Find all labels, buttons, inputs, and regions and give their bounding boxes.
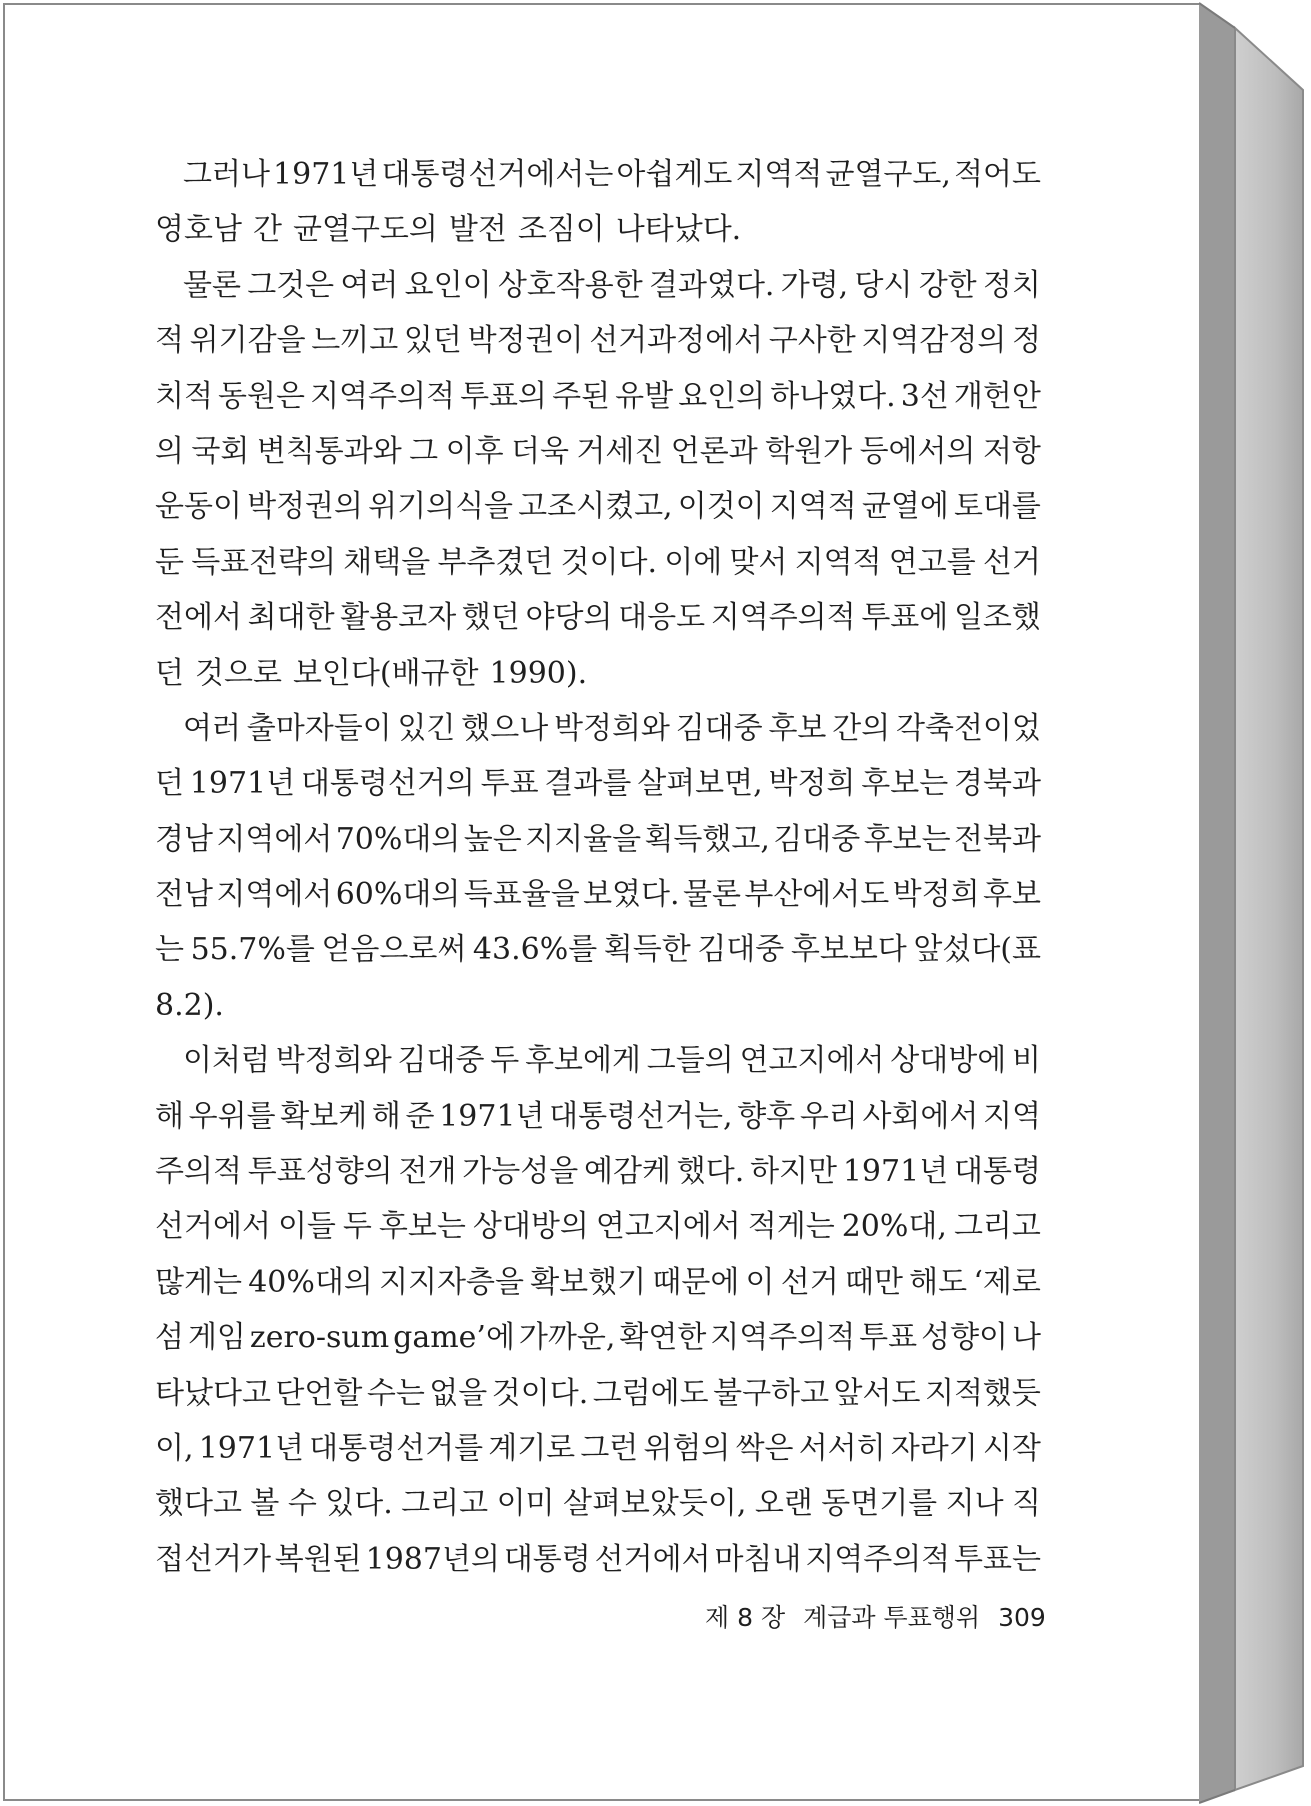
word: 요인의 xyxy=(678,378,766,414)
word: 선거에서 xyxy=(594,1541,711,1577)
word: 했다고 xyxy=(155,1486,242,1522)
word: 조짐이 xyxy=(517,212,605,248)
word: 했다. xyxy=(676,1154,745,1190)
text-line xyxy=(155,1310,1041,1365)
word: 이 xyxy=(745,1264,775,1300)
word: 토대를 xyxy=(953,489,1041,525)
word: 그것은 xyxy=(247,267,335,303)
word: 투표성향의 xyxy=(247,1154,393,1190)
word: 예감케 xyxy=(584,1154,671,1190)
word: 성향이 xyxy=(921,1320,1009,1356)
word: 박정권이 xyxy=(467,323,584,359)
word: 그러나 xyxy=(183,157,270,192)
word: 당시 xyxy=(854,267,913,303)
word: 직 xyxy=(1012,1486,1041,1522)
text-line xyxy=(155,1366,1041,1421)
word: 앞섰다(표 xyxy=(913,932,1041,968)
word: 둔 xyxy=(155,544,184,580)
word: 이미 xyxy=(496,1486,555,1522)
word: 김대중 xyxy=(773,821,861,857)
word: 득표율을 xyxy=(463,877,580,913)
word: 김대중 xyxy=(397,1043,485,1079)
word: 최대한 xyxy=(247,600,335,636)
word: 선거 xyxy=(780,1264,839,1300)
word: 이, xyxy=(155,1430,194,1466)
text-line xyxy=(155,701,1041,756)
word: 지역적 xyxy=(769,489,857,525)
word: 후보 xyxy=(768,710,827,746)
word: 지역주의적 xyxy=(710,600,856,636)
word: 1990). xyxy=(489,655,588,691)
word: 두 xyxy=(490,1043,520,1079)
word: 대통령선거에서는 xyxy=(381,157,614,192)
text-line xyxy=(155,1199,1041,1254)
word: 보인다(배규한 xyxy=(292,655,479,691)
word: 대통령 xyxy=(503,1541,591,1577)
word: 언론과 xyxy=(670,433,758,469)
word: 위기감을 xyxy=(189,323,306,359)
word: 70%대의 xyxy=(335,821,461,857)
word: 일조했 xyxy=(953,600,1041,636)
word: 박정희 xyxy=(892,877,980,913)
word: 때문에 xyxy=(652,1264,740,1300)
word: 게임 xyxy=(187,1320,246,1356)
word: 야당의 xyxy=(525,600,613,636)
word: 물론 xyxy=(183,267,241,303)
word: 지역에서 xyxy=(216,821,333,857)
word: 투표 xyxy=(480,766,539,802)
word: 박정권의 xyxy=(247,489,363,525)
book-edge xyxy=(1199,0,1307,1806)
word: 이에 xyxy=(664,544,723,580)
word: 출마자들이 xyxy=(246,710,392,746)
word: 후보는 xyxy=(378,1209,466,1245)
word: 하지만 xyxy=(750,1154,838,1190)
word: 1987년의 xyxy=(365,1541,500,1577)
word: 8.2). xyxy=(155,987,224,1023)
word: 확보했기 xyxy=(530,1264,647,1300)
word: 수는 xyxy=(366,1375,425,1411)
word: 정치 xyxy=(982,267,1041,303)
word: 균열구도, xyxy=(825,157,951,192)
text-line xyxy=(155,369,1041,424)
word: 지역적 xyxy=(735,157,823,192)
word: 부산에서도 xyxy=(744,877,890,913)
word: 지역주의적 xyxy=(710,1320,856,1356)
word: 복원된 xyxy=(274,1541,362,1577)
word: 강한 xyxy=(918,267,977,303)
word: 주된 xyxy=(552,378,611,414)
body-text xyxy=(155,147,1041,1587)
word: 전개 xyxy=(398,1154,457,1190)
word: 3선 xyxy=(900,378,949,414)
word: 확보케 xyxy=(280,1098,368,1134)
text-line xyxy=(155,1144,1041,1199)
word: 단언할 xyxy=(275,1375,363,1411)
word: 던 xyxy=(155,766,184,802)
word: 박정희와 xyxy=(553,710,670,746)
word: 것이다. xyxy=(491,1375,589,1411)
word: 전에서 xyxy=(155,600,242,636)
word: 더욱 xyxy=(511,433,569,469)
word: 1971년 xyxy=(842,1154,949,1190)
word: 지지율을 xyxy=(525,821,642,857)
word: 많게는 xyxy=(155,1264,242,1300)
word: 해 xyxy=(155,1098,184,1134)
word: 활용코자 xyxy=(340,600,457,636)
word: 는 xyxy=(155,932,184,968)
word: 지지자층을 xyxy=(379,1264,524,1300)
word: 싹은 xyxy=(735,1430,794,1466)
word: 후보보다 xyxy=(790,932,907,968)
word: 때만 xyxy=(844,1264,903,1300)
word: 대통령선거의 xyxy=(300,766,475,802)
word: 위험의 xyxy=(643,1430,731,1466)
text-line xyxy=(155,590,1041,645)
word: 지역적 xyxy=(794,544,882,580)
word: 해도 xyxy=(909,1264,968,1300)
word: 후보는 xyxy=(861,766,949,802)
word: 지역감정의 xyxy=(861,323,1007,359)
word: 얻음으로써 xyxy=(321,932,467,968)
word: 변칙통과와 xyxy=(256,433,402,469)
word: 대통령 xyxy=(953,1154,1041,1190)
word: zero-sum xyxy=(249,1320,390,1356)
text-line xyxy=(155,922,1041,977)
word: 운동이 xyxy=(155,489,242,525)
word: 마침내 xyxy=(714,1541,802,1577)
word: 있다. xyxy=(325,1486,393,1522)
text-line xyxy=(155,258,1041,313)
word: 획득했고, xyxy=(644,821,770,857)
word: 고조시켰고, xyxy=(518,489,673,525)
page-number: 309 xyxy=(998,1603,1046,1632)
word: 오랜 xyxy=(754,1486,813,1522)
word: 확연한 xyxy=(619,1320,707,1356)
footer-chapter: 제 8 장 xyxy=(705,1603,786,1632)
word: 것으로 xyxy=(194,655,282,691)
word: 있던 xyxy=(403,323,462,359)
word: 의 xyxy=(155,433,184,469)
word: 느끼고 xyxy=(311,323,399,359)
word: 43.6%를 xyxy=(472,932,598,968)
text-line xyxy=(155,147,1041,202)
word: 살펴보면, xyxy=(637,766,763,802)
word: 불구하고 xyxy=(713,1375,830,1411)
word: 간의 xyxy=(832,710,891,746)
word: 40%대의 xyxy=(248,1264,373,1300)
word: 주의적 xyxy=(155,1154,242,1190)
word: 선거 xyxy=(982,544,1041,580)
word: 치적 xyxy=(155,378,213,414)
word: 획득한 xyxy=(603,932,691,968)
word: 높은 xyxy=(463,821,522,857)
word: 연고를 xyxy=(888,544,976,580)
word: 정 xyxy=(1012,323,1041,359)
word: 채택을 xyxy=(343,544,431,580)
word: 있긴 xyxy=(397,710,456,746)
word: 타났다고 xyxy=(155,1375,271,1411)
text-line xyxy=(155,646,1041,701)
word: 위기의식을 xyxy=(368,489,514,525)
word: 선거에서 xyxy=(155,1209,271,1245)
word: 지역주의적 xyxy=(310,378,455,414)
word: 55.7%를 xyxy=(190,932,315,968)
word: 경남 xyxy=(155,821,213,857)
word: 지적했듯 xyxy=(924,1375,1041,1411)
word: 저항 xyxy=(982,433,1041,469)
word: 그럼에도 xyxy=(592,1375,709,1411)
word: 연고지에서 xyxy=(739,1043,885,1079)
word: 섬 xyxy=(155,1320,184,1356)
word: 영호남 xyxy=(155,212,242,248)
word: 그 xyxy=(409,433,439,469)
word: 대통령선거를 xyxy=(309,1430,484,1466)
word: 투표는 xyxy=(954,1541,1041,1577)
word: 박정희와 xyxy=(275,1043,392,1079)
word: 보였다. xyxy=(583,877,680,913)
word: 그리고 xyxy=(401,1486,489,1522)
word: 사회에서 xyxy=(862,1098,979,1134)
word: 상대방에 xyxy=(890,1043,1007,1079)
text-line xyxy=(155,535,1041,590)
word: 결과를 xyxy=(544,766,632,802)
word: 이들 xyxy=(277,1209,336,1245)
word: 했으나 xyxy=(461,710,549,746)
running-footer xyxy=(705,1598,1046,1634)
word: 투표에 xyxy=(861,600,949,636)
word: 국회 xyxy=(191,433,250,469)
word: 가능성을 xyxy=(462,1154,579,1190)
word: 전북과 xyxy=(954,821,1041,857)
word: 득표전략의 xyxy=(191,544,337,580)
word: 아쉽게도 xyxy=(616,157,733,192)
book-page xyxy=(3,3,1199,1801)
word: 후보는 xyxy=(863,821,951,857)
word: 없을 xyxy=(429,1375,488,1411)
word: 살펴보았듯이, xyxy=(562,1486,747,1522)
word: 간 xyxy=(252,212,282,248)
word: 서서히 xyxy=(798,1430,886,1466)
word: 그들의 xyxy=(646,1043,734,1079)
text-line xyxy=(155,867,1041,922)
word: 볼 xyxy=(250,1486,280,1522)
word: 결과였다. xyxy=(649,267,775,303)
word: 동원은 xyxy=(218,378,305,414)
word: 수 xyxy=(287,1486,317,1522)
word: 이처럼 xyxy=(183,1043,270,1079)
word: 동면기를 xyxy=(821,1486,938,1522)
word: 투표의 xyxy=(460,378,548,414)
word: 김대중 xyxy=(675,710,763,746)
word: 이후 xyxy=(445,433,504,469)
word: 각축전이었 xyxy=(895,710,1041,746)
word: 지역주의적 xyxy=(805,1541,951,1577)
word: 연고지에서 xyxy=(595,1209,741,1245)
word: 후보 xyxy=(983,877,1041,913)
text-line xyxy=(155,756,1041,811)
word: 나타났다. xyxy=(615,212,742,248)
word: 개헌안 xyxy=(953,378,1041,414)
word: 우리 xyxy=(799,1098,858,1134)
word: 우위를 xyxy=(188,1098,276,1134)
word: 계기로 xyxy=(488,1430,576,1466)
word: 그런 xyxy=(580,1430,639,1466)
word: 전남 xyxy=(155,877,213,913)
footer-title: 계급과 투표행위 xyxy=(803,1603,981,1632)
word: 구사한 xyxy=(768,323,856,359)
word: 김대중 xyxy=(697,932,785,968)
word: 균열에 xyxy=(861,489,949,525)
text-line xyxy=(155,1255,1041,1310)
word: 박정희 xyxy=(768,766,856,802)
word: 거세진 xyxy=(576,433,664,469)
word: 선거과정에서 xyxy=(589,323,764,359)
word: 경북과 xyxy=(954,766,1041,802)
word: 지역에서 xyxy=(216,877,333,913)
word: 여러 xyxy=(183,710,241,746)
word: 균열구도의 xyxy=(292,212,438,248)
word: 후보에게 xyxy=(525,1043,641,1079)
word: 접선거가 xyxy=(155,1541,271,1577)
word: 이것이 xyxy=(677,489,765,525)
word: 두 xyxy=(342,1209,372,1245)
word: 지역 xyxy=(983,1098,1041,1134)
word: 1971년 xyxy=(273,157,379,192)
word: 준 xyxy=(405,1098,435,1134)
word: 향후 xyxy=(737,1098,796,1134)
word: 맞서 xyxy=(729,544,788,580)
text-line xyxy=(155,978,1041,1033)
word: 유발 xyxy=(615,378,674,414)
word: 1971년 xyxy=(189,766,296,802)
text-line xyxy=(155,202,1041,257)
text-line xyxy=(155,313,1041,368)
word: 요인이 xyxy=(404,267,492,303)
word: 20%대, xyxy=(841,1209,947,1245)
word: 60%대의 xyxy=(335,877,461,913)
word: 부추겼던 xyxy=(437,544,554,580)
word: 비 xyxy=(1012,1043,1041,1079)
word: 해 xyxy=(371,1098,401,1134)
word: 던 xyxy=(155,655,184,691)
word: 1971년 xyxy=(198,1430,305,1466)
word: 투표 xyxy=(859,1320,918,1356)
word: 시작 xyxy=(982,1430,1041,1466)
word: 했던 xyxy=(461,600,520,636)
word: 여러 xyxy=(340,267,399,303)
text-line xyxy=(155,1089,1041,1144)
word: 가령, xyxy=(780,267,849,303)
word: 물론 xyxy=(682,877,741,913)
text-line xyxy=(155,424,1041,479)
word: 상대방의 xyxy=(472,1209,589,1245)
word: 적게는 xyxy=(747,1209,835,1245)
word: game’에 xyxy=(393,1320,515,1356)
word: 발전 xyxy=(448,212,507,248)
text-line xyxy=(155,812,1041,867)
word: 적 xyxy=(155,323,184,359)
word: 적어도 xyxy=(954,157,1041,192)
word: 자라기 xyxy=(890,1430,978,1466)
word: 상호작용한 xyxy=(497,267,643,303)
word: 1971년 xyxy=(439,1098,545,1134)
text-line xyxy=(155,1476,1041,1531)
word: 나 xyxy=(1012,1320,1041,1356)
word: 지나 xyxy=(945,1486,1004,1522)
word: ‘제로 xyxy=(973,1264,1041,1300)
text-line xyxy=(155,1532,1041,1587)
word: 앞서도 xyxy=(833,1375,921,1411)
word: 대응도 xyxy=(618,600,706,636)
text-line xyxy=(155,1033,1041,1088)
word: 것이다. xyxy=(560,544,658,580)
word: 하나였다. xyxy=(770,378,896,414)
text-line xyxy=(155,479,1041,534)
word: 대통령선거는, xyxy=(549,1098,733,1134)
word: 가까운, xyxy=(518,1320,616,1356)
word: 등에서의 xyxy=(859,433,976,469)
text-line xyxy=(155,1421,1041,1476)
word: 그리고 xyxy=(953,1209,1041,1245)
word: 학원가 xyxy=(765,433,853,469)
